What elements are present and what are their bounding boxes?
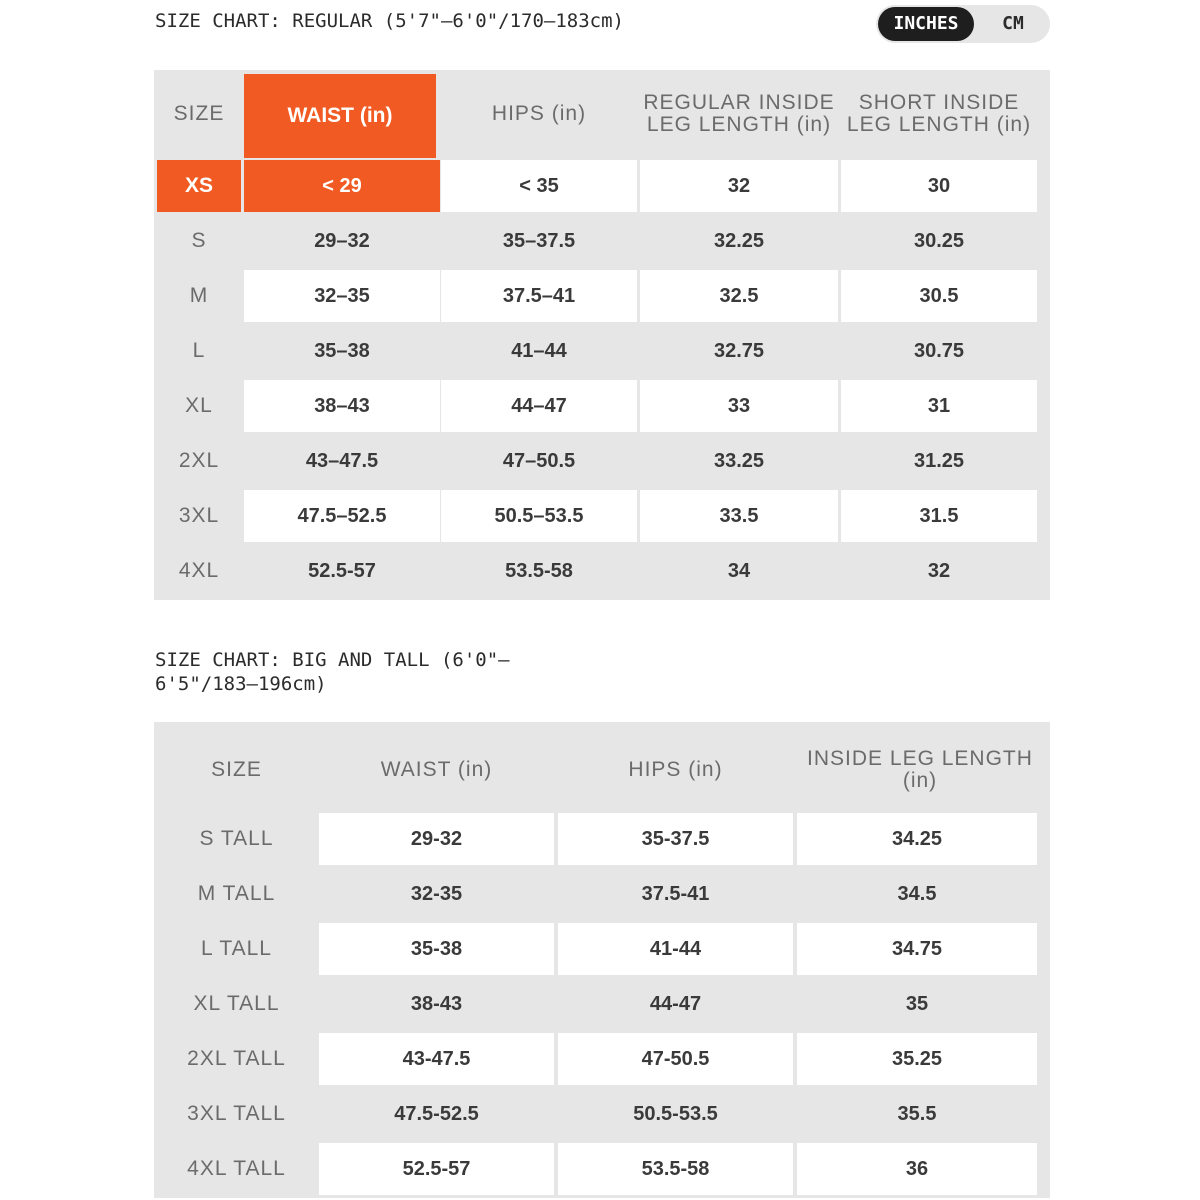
hips-cell: 47-50.5 — [558, 1033, 793, 1085]
short-leg-cell: 32 — [841, 545, 1037, 597]
size-label: L TALL — [201, 937, 272, 960]
inside-leg-cell: 34.75 — [797, 923, 1037, 975]
regular-leg-cell: 33.5 — [640, 490, 838, 542]
hips-cell: 37.5–41 — [441, 270, 637, 322]
waist-header: WAIST (in) — [244, 74, 436, 158]
waist-cell: 52.5-57 — [244, 545, 440, 597]
short-leg-cell: 31.25 — [841, 435, 1037, 487]
waist-cell: 38-43 — [319, 978, 554, 1030]
hips-cell: 44-47 — [558, 978, 793, 1030]
waist-cell: 32–35 — [244, 270, 440, 322]
size-label: 4XL TALL — [187, 1157, 286, 1180]
regular-size-table — [154, 70, 1050, 600]
inside-leg-cell: 34.25 — [797, 813, 1037, 865]
waist-header: WAIST (in) — [380, 758, 493, 781]
waist-cell: 47.5-52.5 — [319, 1088, 554, 1140]
cm-toggle-button[interactable]: CM — [1002, 13, 1024, 34]
hips-cell: 41-44 — [558, 923, 793, 975]
hips-cell: 47–50.5 — [441, 435, 637, 487]
size-label: 3XL TALL — [187, 1102, 286, 1125]
inches-toggle-button[interactable]: INCHES — [878, 7, 974, 41]
hips-cell: 50.5–53.5 — [441, 490, 637, 542]
hips-header: HIPS (in) — [628, 758, 723, 781]
short-leg-cell: 30.25 — [841, 215, 1037, 267]
inside-leg-cell: 35.5 — [797, 1088, 1037, 1140]
size-label: L — [192, 339, 206, 362]
inside-leg-cell: 36 — [797, 1143, 1037, 1195]
waist-cell: 32-35 — [319, 868, 554, 920]
short-leg-cell: 31 — [841, 380, 1037, 432]
regular-leg-cell: 32.25 — [640, 215, 838, 267]
inside-leg-cell: 35.25 — [797, 1033, 1037, 1085]
size-label: XL — [185, 394, 213, 417]
hips-cell: 35–37.5 — [441, 215, 637, 267]
regular-leg-header: REGULAR INSIDE LEG LENGTH (in) — [643, 91, 835, 136]
unit-toggle[interactable] — [876, 5, 1050, 43]
waist-cell: 43–47.5 — [244, 435, 440, 487]
short-leg-cell: 30 — [841, 160, 1037, 212]
regular-leg-cell: 32 — [640, 160, 838, 212]
size-label: S TALL — [199, 827, 274, 850]
size-label: 3XL — [178, 504, 220, 527]
short-leg-cell: 30.75 — [841, 325, 1037, 377]
waist-cell: 52.5-57 — [319, 1143, 554, 1195]
big-tall-size-table — [154, 722, 1050, 1198]
size-label: S — [191, 229, 207, 252]
hips-cell: 41–44 — [441, 325, 637, 377]
regular-leg-cell: 33.25 — [640, 435, 838, 487]
waist-cell: 38–43 — [244, 380, 440, 432]
hips-cell: 50.5-53.5 — [558, 1088, 793, 1140]
regular-leg-cell: 34 — [640, 545, 838, 597]
waist-cell: 29-32 — [319, 813, 554, 865]
hips-cell: 53.5-58 — [441, 545, 637, 597]
hips-cell: 37.5-41 — [558, 868, 793, 920]
inside-leg-header: INSIDE LEG LENGTH (in) — [807, 747, 1033, 792]
waist-cell: 43-47.5 — [319, 1033, 554, 1085]
waist-cell: 29–32 — [244, 215, 440, 267]
size-label: M TALL — [197, 882, 276, 905]
short-leg-cell: 31.5 — [841, 490, 1037, 542]
big-tall-size-chart-title: SIZE CHART: BIG AND TALL (6'0"–6'5"/183–196cm) — [155, 649, 510, 695]
size-label: 4XL — [178, 559, 220, 582]
size-label: XL TALL — [193, 992, 280, 1015]
regular-leg-cell: 32.5 — [640, 270, 838, 322]
hips-cell: < 35 — [441, 160, 637, 212]
size-label: XS — [157, 160, 241, 212]
regular-leg-cell: 32.75 — [640, 325, 838, 377]
size-label: M — [189, 284, 209, 307]
hips-cell: 53.5-58 — [558, 1143, 793, 1195]
hips-cell: 44–47 — [441, 380, 637, 432]
size-header: SIZE — [173, 102, 225, 125]
size-label: 2XL — [178, 449, 220, 472]
waist-cell: 35–38 — [244, 325, 440, 377]
regular-size-chart-title: SIZE CHART: REGULAR (5'7"–6'0"/170–183cm) — [155, 10, 624, 32]
regular-leg-cell: 33 — [640, 380, 838, 432]
inside-leg-cell: 34.5 — [797, 868, 1037, 920]
size-label: 2XL TALL — [187, 1047, 286, 1070]
waist-cell: 47.5–52.5 — [244, 490, 440, 542]
hips-header: HIPS (in) — [491, 102, 587, 125]
waist-cell: 35-38 — [319, 923, 554, 975]
short-leg-cell: 30.5 — [841, 270, 1037, 322]
size-header: SIZE — [211, 758, 262, 781]
waist-cell: < 29 — [244, 160, 440, 212]
inside-leg-cell: 35 — [797, 978, 1037, 1030]
hips-cell: 35-37.5 — [558, 813, 793, 865]
short-leg-header: SHORT INSIDE LEG LENGTH (in) — [846, 91, 1032, 136]
